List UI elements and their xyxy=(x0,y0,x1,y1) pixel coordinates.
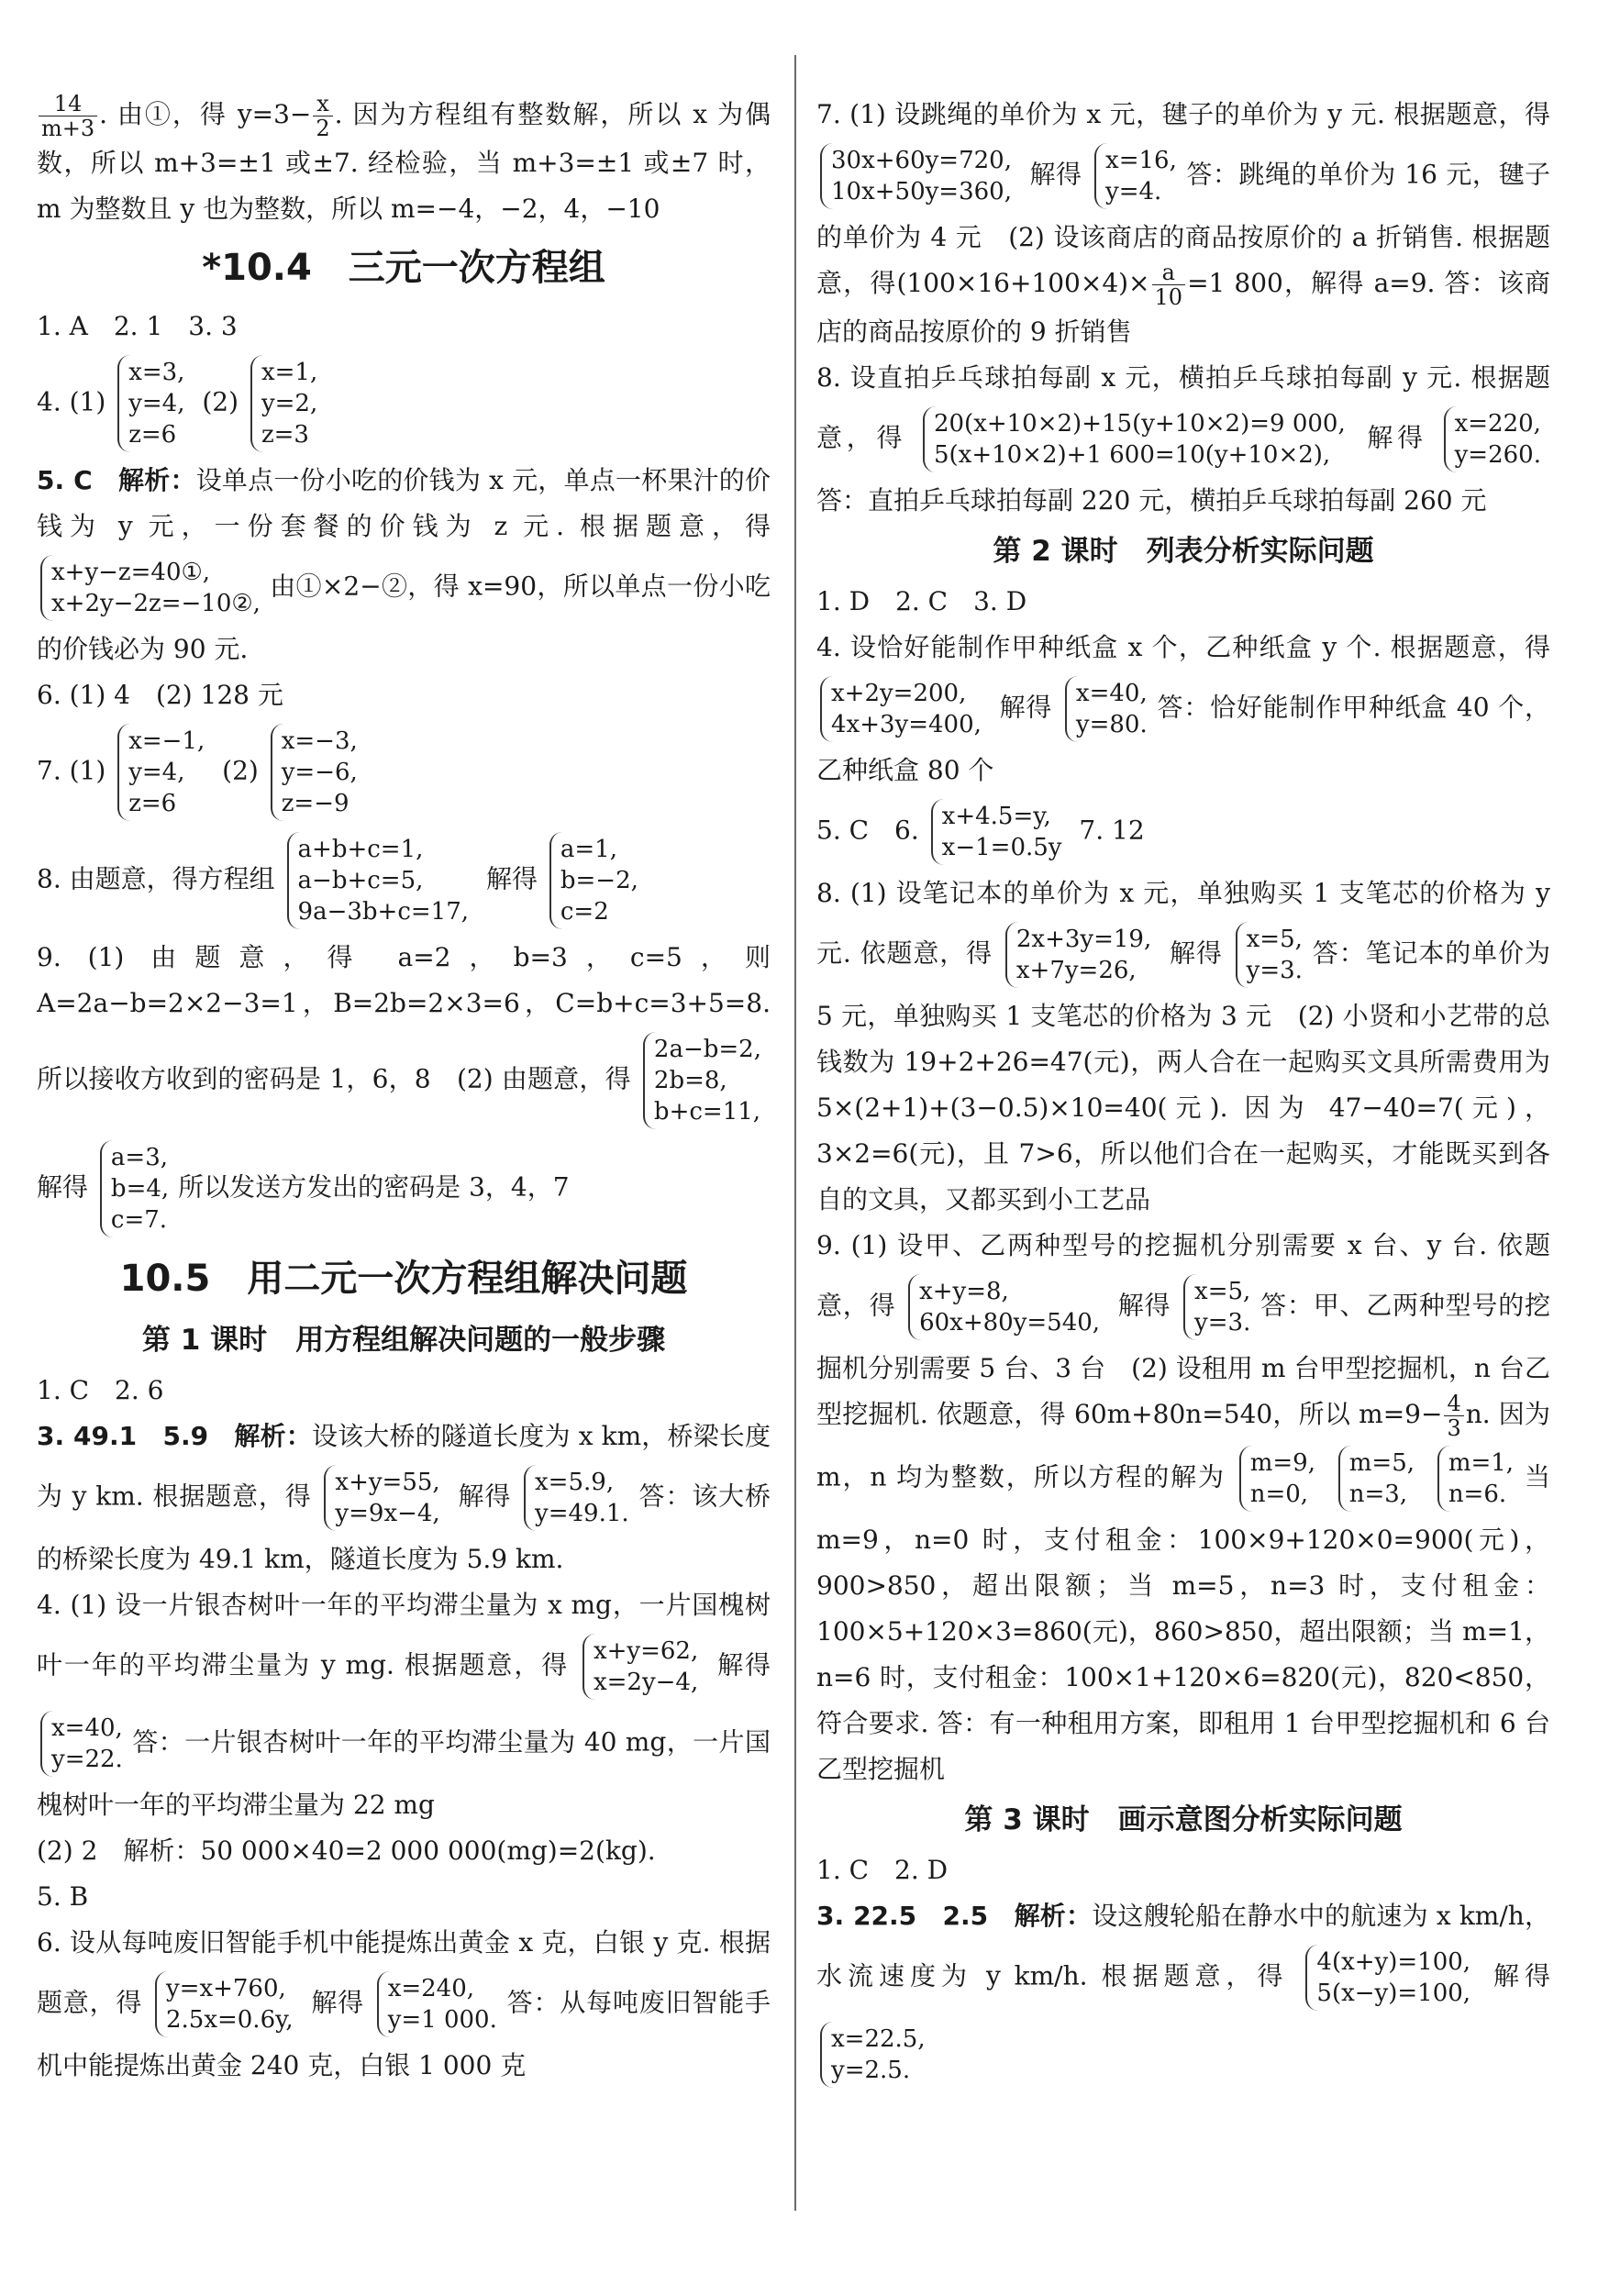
section-title-10-5: 10.5 用二元一次方程组解决问题 xyxy=(119,1258,688,1300)
continued-answer: $\frac{14}{m+3}$ . 由①，得 y=3− $\frac{x}{2}$ . 因为方程组有整数解，所以 x 为偶数，所以 m+3=±1 或±7. 经检验，当 m+3=±1 或±7 时，m 为整数且 y 也为整数，所以 m=−4，−2，4，−10 xyxy=(37,92,771,224)
equation-system: x+y=8, 60x+80y=540, xyxy=(908,1274,1105,1340)
equation-system: x=−3, y=−6, z=−9 xyxy=(271,724,363,821)
l1-answer-3: 3. 49.1 5.9 解析：设该大桥的隧道长度为 x km，桥梁长度为 y km. 根据题意，得 x+y=55, y=9x−4, 解得 x=5.9, y=49.1. 答：该大桥的桥梁长度为 49.1 km，隧道长度为 5.9 km. xyxy=(37,1421,771,1574)
equation-system: x+y=55, y=9x−4, xyxy=(324,1465,445,1531)
l2-answer-5-7: 5. C 6. x+4.5=y, x−1=0.5y 7. 12 xyxy=(816,793,1550,871)
l3-answer-3: 3. 22.5 2.5 解析：设这艘轮船在静水中的航速为 x km/h，水流速度为 y km/h. 根据题意，得 4(x+y)=100, 5(x−y)=100, 解得 x=22.5, y=2.5. xyxy=(816,1893,1550,2093)
section-title-10-4: *10.4 三元一次方程组 xyxy=(202,247,605,289)
equation-system: x=3, y=4, z=6 xyxy=(117,355,190,452)
equation-system: x+y=62, x=2y−4, xyxy=(583,1634,704,1700)
fraction: $\frac{a}{10}$ xyxy=(1152,261,1186,309)
answer-8: 8. 由题意，得方程组 a+b+c=1, a−b+c=5, 9a−3b+c=17, 解得 a=1, b=−2, c=2 xyxy=(37,826,771,935)
answer-7-right: 7. (1) 设跳绳的单价为 x 元，毽子的单价为 y 元. 根据题意，得 30x+60y=720, 10x+50y=360, 解得 x=16, y=4. 答：跳绳的单价为 16 元，毽子的单价为 4 元 (2) 设该商店的商品按原价的 a 折销售. 根据题意，得(100×16+100×4)× $\frac{a}{10}$ =1 800，解得 a=9. 答：该商店的商品按原价的 9 折销售 xyxy=(816,99,1550,347)
equation-system: 30x+60y=720, 10x+50y=360, xyxy=(820,143,1017,209)
answer-5: 5. C 解析：设单点一份小吃的价钱为 x 元，单点一杯果汁的价钱为 y 元，一份套餐的价钱为 z 元. 根据题意，得 x+y−z=40①, x+2y−2z=−10②, 由①×2−②，得 x=90，所以单点一份小吃的价钱必为 90 元. xyxy=(37,465,771,664)
lesson-3-title: 第 3 课时 画示意图分析实际问题 xyxy=(964,1803,1403,1836)
answer-8-right: 8. 设直拍乒乓球拍每副 x 元，横拍乒乓球拍每副 y 元. 根据题意，得 20(x+10×2)+15(y+10×2)=9 000, 5(x+10×2)+1 600=10(y+10×2), 解得 x=220, y=260. 答：直拍乒乓球拍每副 220 元，横拍乒乓球拍每副 260 元 xyxy=(816,362,1550,516)
l1-answer-4-part2: (2) 2 解析：50 000×40=2 000 000(mg)=2(kg). xyxy=(37,1836,656,1866)
equation-system: x=5, y=3. xyxy=(1236,922,1308,988)
equation-system: x=40, y=22. xyxy=(40,1711,128,1777)
l1-answer-5: 5. B xyxy=(37,1881,89,1912)
equation-system: m=5, n=3, xyxy=(1338,1446,1420,1512)
l2-answer-8: 8. (1) 设笔记本的单价为 x 元，单独购买 1 支笔芯的价格为 y 元. 依题意，得 2x+3y=19, x+7y=26, 解得 x=5, y=3. 答：笔记本的单价为 5 元，单独购买 1 支笔芯的价格为 3 元 (2) 小贤和小艺带的总钱数为 19+2+26=47(元)，两人合在一起购买文具所需费用为 5×(2+1)+(3−0.5)×10=40(元). 因为 47−40=7(元)，3×2=6(元)，且 7>6，所以他们合在一起购买，才能既买到各自的文具，又都买到小工艺品 xyxy=(816,878,1550,1215)
fraction: $\frac{4}{3}$ xyxy=(1444,1392,1463,1440)
answer-4: 4. (1) x=3, y=4, z=6 (2) x=1, y=2, z=3 xyxy=(37,349,771,458)
l3-answer-1-2: 1. C 2. D xyxy=(816,1855,949,1885)
equation-system: x+2y=200, 4x+3y=400, xyxy=(820,676,987,742)
lesson-2-title: 第 2 课时 列表分析实际问题 xyxy=(993,535,1374,568)
equation-system: m=9, n=0, xyxy=(1239,1446,1321,1512)
equation-system: a=3, b=4, c=7. xyxy=(100,1140,174,1237)
l1-answer-6: 6. 设从每吨废旧智能手机中能提炼出黄金 x 克，白银 y 克. 根据题意，得 y=x+760, 2.5x=0.6y, 解得 x=240, y=1 000. 答：从每吨废旧智能手机中能提炼出黄金 240 克，白银 1 000 克 xyxy=(37,1927,771,2080)
equation-system: m=1, n=6. xyxy=(1437,1446,1519,1512)
left-column xyxy=(37,92,771,2275)
equation-system: x=−1, y=4, z=6 xyxy=(117,724,210,821)
equation-system: 2x+3y=19, x+7y=26, xyxy=(1005,922,1157,988)
equation-system: x=40, y=80. xyxy=(1065,676,1153,742)
l1-answer-1-2: 1. C 2. 6 xyxy=(37,1375,164,1405)
equation-system: y=x+760, 2.5x=0.6y, xyxy=(155,1971,299,2037)
equation-system: x=16, y=4. xyxy=(1094,143,1182,209)
l2-answer-9: 9. (1) 设甲、乙两种型号的挖掘机分别需要 x 台、y 台. 依题意，得 x+y=8, 60x+80y=540, 解得 x=5, y=3. 答：甲、乙两种型号的挖掘机分别需要 5 台、3 台 (2) 设租用 m 台甲型挖掘机，n 台乙型挖掘机. 依题意，得 60m+80n=540，所以 m=9− $\frac{4}{3}$ n. 因为 m，n 均为整数，所以方程的解为 m=9, n=0, m=5, n=3, m=1, n=6. 当 m=9，n=0 时，支付租金：100×9+120×0=900(元)，900>850，超出限额；当 m=5，n=3 时，支付租金：100×5+120×3=860(元)，860>850，超出限额；当 m=1，n=6 时，支付租金：100×1+120×6=820(元)，820<850，符合要求. 答：有一种租用方案，即租用 1 台甲型挖掘机和 6 台乙型挖掘机 xyxy=(816,1230,1550,1784)
equation-system: x=240, y=1 000. xyxy=(377,1971,503,2037)
equation-system: a+b+c=1, a−b+c=5, 9a−3b+c=17, xyxy=(287,832,475,929)
equation-system: x+y−z=40①, x+2y−2z=−10②, xyxy=(40,555,266,621)
answer-1-3: 1. A 2. 1 3. 3 xyxy=(37,311,238,341)
answer-6: 6. (1) 4 (2) 128 元 xyxy=(37,680,283,710)
equation-system: a=1, b=−2, c=2 xyxy=(549,832,644,929)
equation-system: 20(x+10×2)+15(y+10×2)=9 000, 5(x+10×2)+1 600=10(y+10×2), xyxy=(923,406,1351,472)
column-divider xyxy=(794,55,796,2211)
equation-system: 2a−b=2, 2b=8, b+c=11, xyxy=(643,1032,767,1129)
l1-answer-4: 4. (1) 设一片银杏树叶一年的平均滞尘量为 x mg，一片国槐树叶一年的平均滞尘量为 y mg. 根据题意，得 x+y=62, x=2y−4, 解得 x=40, y=22. 答：一片银杏树叶一年的平均滞尘量为 40 mg，一片国槐树叶一年的平均滞尘量为 22 mg xyxy=(37,1590,771,1820)
lesson-1-title: 第 1 课时 用方程组解决问题的一般步骤 xyxy=(141,1324,666,1357)
equation-system: x=1, y=2, z=3 xyxy=(250,355,323,452)
l2-answer-4: 4. 设恰好能制作甲种纸盒 x 个，乙种纸盒 y 个. 根据题意，得 x+2y=200, 4x+3y=400, 解得 x=40, y=80. 答：恰好能制作甲种纸盒 40 个，乙种纸盒 80 个 xyxy=(816,632,1550,785)
equation-system: x=22.5, y=2.5. xyxy=(820,2022,931,2088)
equation-system: x=220, y=260. xyxy=(1444,406,1547,472)
equation-system: x=5.9, y=49.1. xyxy=(524,1465,635,1531)
answer-9: 9. (1) 由题意，得 a=2，b=3，c=5，则 A=2a−b=2×2−3=1，B=2b=2×3=6，C=b+c=3+5=8. 所以接收方收到的密码是 1，6，8 (2) 由题意，得 2a−b=2, 2b=8, b+c=11, 解得 a=3, b=4, c=7. 所以发送方发出的密码是 3，4，7 xyxy=(37,935,771,1243)
answer-7: 7. (1) x=−1, y=4, z=6 (2) x=−3, y=−6, z=−9 xyxy=(37,718,771,826)
equation-system: x+4.5=y, x−1=0.5y xyxy=(931,799,1068,865)
right-column xyxy=(816,92,1550,2275)
fraction: $\frac{14}{m+3}$ xyxy=(39,92,97,140)
l2-answer-1-3: 1. D 2. C 3. D xyxy=(816,586,1027,616)
fraction: $\frac{x}{2}$ xyxy=(313,92,332,140)
equation-system: 4(x+y)=100, 5(x−y)=100, xyxy=(1305,1945,1476,2011)
equation-system: x=5, y=3. xyxy=(1183,1274,1256,1340)
